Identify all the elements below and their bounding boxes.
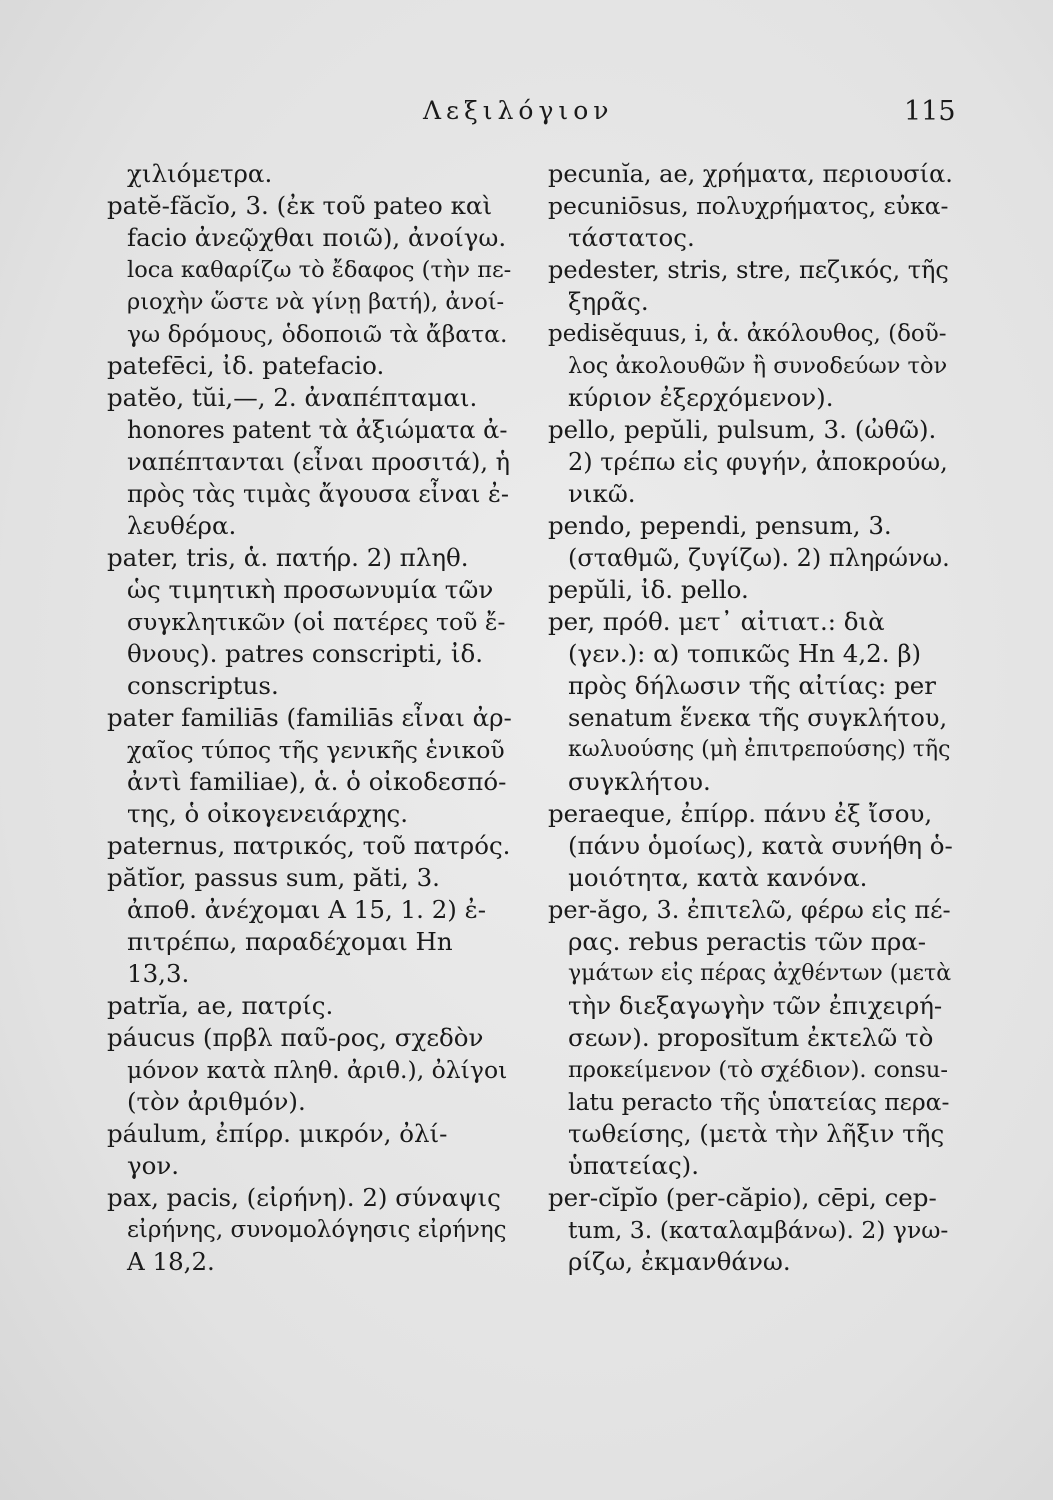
entry-line: τάστατος.: [568, 223, 695, 252]
entry-line: ἀποθ. ἀνέχομαι A 15, 1. 2) ἐ-: [127, 895, 487, 924]
entry-line: πρὸς δήλωσιν τῆς αἰτίας: per: [568, 671, 936, 700]
entry-line: pecuniōsus, πολυχρήματος, εὐκα-: [548, 192, 949, 220]
entry-line: ἀντὶ familiae), ἁ. ὁ οἰκοδεσπό-: [127, 767, 507, 796]
entry-line: γον.: [127, 1151, 180, 1180]
entry-line: loca καθαρίζω τὸ ἔδαφος (τὴν πε-: [127, 257, 512, 283]
entry-line: per-ăgo, 3. ἐπιτελῶ, φέρω εἰς πέ-: [548, 896, 951, 924]
entry-line: pedisĕquus, i, ἁ. ἀκόλουθος, (δοῦ-: [548, 321, 947, 347]
entry-line: ὑπατείας).: [568, 1151, 700, 1180]
entry-line: πιτρέπω, παραδέχομαι Hn: [127, 927, 453, 956]
entry-line: ρίζω, ἐκμανθάνω.: [568, 1247, 791, 1276]
entry-line: κύριον ἐξερχόμενον).: [568, 383, 834, 412]
entry-line: pater, tris, ἁ. πατήρ. 2) πληθ.: [107, 543, 469, 572]
entry-line: (γεν.): α) τοπικῶς Hn 4,2. β): [568, 639, 922, 668]
entry-line: λος ἀκολουθῶν ἢ συνοδεύων τὸν: [568, 353, 948, 379]
running-head: Λεξιλόγιον: [423, 96, 614, 125]
entry-line: (τὸν ἀριθμόν).: [127, 1087, 306, 1116]
entry-line: latu peracto τῆς ὑπατείας περα-: [568, 1088, 950, 1116]
entry-line: pepŭli, ἰδ. pello.: [548, 575, 749, 604]
entry-line: (πάνυ ὁμοίως), κατὰ συνήθη ὁ-: [568, 831, 953, 860]
entry-line: tum, 3. (καταλαμβάνω). 2) γνω-: [568, 1216, 949, 1244]
entry-line: pătĭor, passus sum, păti, 3.: [107, 863, 440, 892]
entry-line: προκείμενον (τὸ σχέδιον). consu-: [568, 1057, 948, 1083]
entry-line: χαῖος τύπος τῆς γενικῆς ἑνικοῦ: [127, 736, 505, 764]
entry-line: páucus (πρβλ παῦ-ρος, σχεδὸν: [107, 1023, 484, 1052]
entry-line: μοιότητα, κατὰ κανόνα.: [568, 863, 868, 892]
entry-line: θνους). patres conscripti, ἰδ.: [127, 639, 484, 668]
entry-line: ριοχὴν ὥστε νὰ γίνῃ βατή), ἀνοί-: [127, 289, 505, 315]
entry-line: ρας. rebus peractis τῶν πρα-: [568, 927, 927, 956]
entry-line: patrĭa, ae, πατρίς.: [107, 991, 334, 1020]
left-column: [107, 158, 512, 1278]
entry-line: συγκλήτου.: [568, 767, 711, 796]
entry-line: μόνον κατὰ πληθ. ἀριθ.), ὀλίγοι: [127, 1056, 508, 1084]
entry-line: facio ἀνεῷχθαι ποιῶ), ἀνοίγω.: [127, 223, 507, 252]
entry-line: χιλιόμετρα.: [127, 159, 273, 188]
page-number: 115: [904, 96, 956, 127]
entry-line: γω δρόμους, ὁδοποιῶ τὰ ἄβατα.: [127, 320, 508, 348]
entry-line: εἰρήνης, συνομολόγησις εἰρήνης: [127, 1217, 507, 1243]
entry-line: νικῶ.: [568, 479, 636, 508]
entry-line: της, ὁ οἰκογενειάρχης.: [127, 799, 408, 828]
entry-line: τὴν διεξαγωγὴν τῶν ἐπιχειρή-: [568, 991, 943, 1020]
entry-line: 2) τρέπω εἰς φυγήν, ἀποκρούω,: [568, 448, 948, 476]
entry-line: senatum ἕνεκα τῆς συγκλήτου,: [568, 704, 948, 732]
entry-line: ὡς τιμητικὴ προσωνυμία τῶν: [127, 575, 494, 604]
entry-line: peraeque, ἐπίρρ. πάνυ ἐξ ἴσου,: [548, 799, 933, 828]
entry-line: patefēci, ἰδ. patefacio.: [107, 351, 385, 380]
right-column: [548, 158, 953, 1278]
entry-line: honores patent τὰ ἀξιώματα ἀ-: [127, 416, 508, 444]
entry-line: ναπέπτανται (εἶναι προσιτά), ἡ: [127, 448, 511, 476]
entry-line: συγκλητικῶν (οἱ πατέρες τοῦ ἔ-: [127, 608, 506, 636]
entry-line: κωλυούσης (μὴ ἐπιτρεπούσης) τῆς: [568, 737, 951, 762]
entry-line: A 18,2.: [127, 1247, 215, 1276]
entry-line: 13,3.: [127, 959, 190, 988]
entry-line: per-cĭpĭo (per-căpio), cēpi, cep-: [548, 1183, 937, 1212]
entry-line: conscriptus.: [127, 671, 279, 700]
entry-line: τωθείσης, (μετὰ τὴν λῆξιν τῆς: [568, 1119, 945, 1148]
entry-line: (σταθμῶ, ζυγίζω). 2) πληρώνω.: [568, 544, 950, 572]
entry-line: pendo, pependi, pensum, 3.: [548, 511, 892, 540]
entry-line: patĕ-făcĭo, 3. (ἐκ τοῦ pateo καὶ: [107, 191, 493, 220]
entry-line: páulum, ἐπίρρ. μικρόν, ὀλί-: [107, 1119, 448, 1148]
entry-line: paternus, πατρικός, τοῦ πατρός.: [107, 831, 511, 860]
entry-line: pello, pepŭli, pulsum, 3. (ὠθῶ).: [548, 415, 937, 444]
entry-line: pedester, stris, stre, πεζικός, τῆς: [548, 256, 949, 284]
entry-line: pax, pacis, (εἰρήνη). 2) σύναψις: [107, 1183, 501, 1212]
entry-line: patĕo, tŭi,—, 2. ἀναπέπταμαι.: [107, 383, 478, 412]
entry-line: pater familiās (familiās εἶναι ἀρ-: [107, 703, 512, 732]
entry-line: γμάτων εἰς πέρας ἀχθέντων (μετὰ: [568, 961, 952, 986]
entry-line: πρὸς τὰς τιμὰς ἄγουσα εἶναι ἐ-: [127, 480, 509, 508]
entry-line: λευθέρα.: [127, 511, 237, 540]
entry-line: ξηρᾶς.: [568, 287, 649, 316]
entry-line: pecunĭa, ae, χρήματα, περιουσία.: [548, 160, 953, 188]
entry-line: per, πρόθ. μετ᾽ αἰτιατ.: διὰ: [548, 607, 885, 636]
entry-line: σεων). proposĭtum ἐκτελῶ τὸ: [568, 1023, 934, 1052]
